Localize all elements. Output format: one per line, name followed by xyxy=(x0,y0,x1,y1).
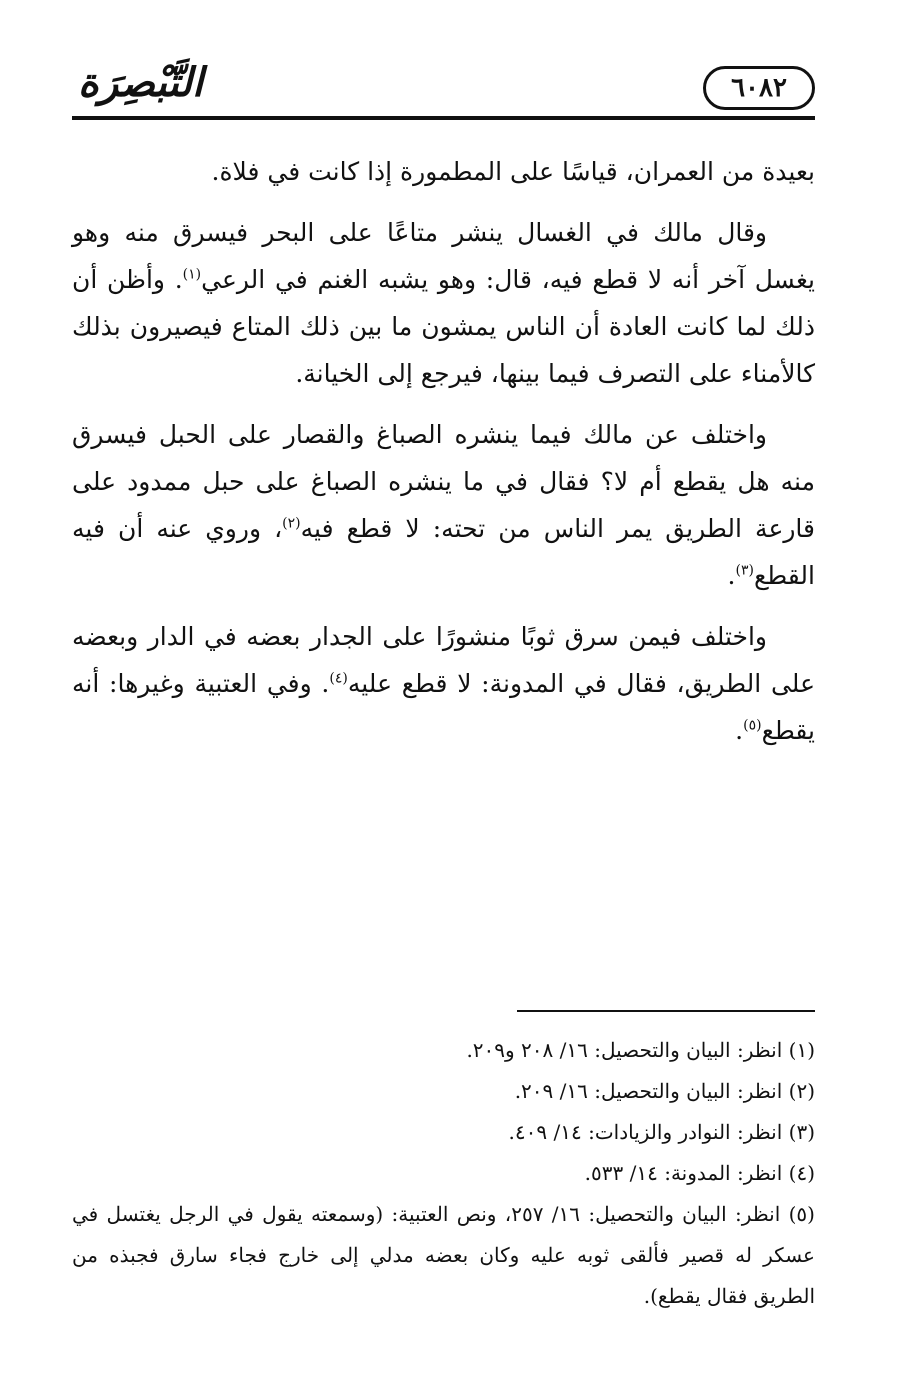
footnotes xyxy=(72,1030,815,1317)
text-segment: بعيدة من العمران، قياسًا على المطمورة إذا كانت في فلاة. xyxy=(211,157,815,186)
text-segment: . xyxy=(735,716,744,745)
footnote-ref: (٤) xyxy=(329,670,348,687)
footnote-ref: (٢) xyxy=(282,515,301,532)
footnote: (١) انظر: البيان والتحصيل: ١٦/ ٢٠٨ و٢٠٩. xyxy=(466,1038,815,1062)
paragraph xyxy=(72,148,815,195)
page-number-badge xyxy=(703,66,815,110)
footnote: (٥) انظر: البيان والتحصيل: ١٦/ ٢٥٧، ونص العتبية: (وسمعته يقول في الرجل يغتسل في عسكر له قصير فألقى ثوبه عليه وكان بعضه مدلي إلى خارج فجاء سارق فجبذه من الطريق فقال يقطع). xyxy=(72,1202,815,1308)
footnote-separator xyxy=(517,1010,815,1012)
page-number: ٦٠٨٢ xyxy=(731,73,787,103)
footnote: (٤) انظر: المدونة: ١٤/ ٥٣٣. xyxy=(584,1161,815,1185)
footnote: (٣) انظر: النوادر والزيادات: ١٤/ ٤٠٩. xyxy=(508,1120,815,1144)
text-segment: واختلف عن مالك فيما ينشره الصباغ والقصار على الحبل فيسرق منه هل يقطع أم لا؟ فقال في ما ينشره الصباغ على حبل ممدود على قارعة الطريق يمر الناس من تحته: لا قطع فيه xyxy=(72,420,815,543)
text-segment: ، وروي عنه أن فيه القطع xyxy=(72,514,815,590)
main-text xyxy=(72,148,815,768)
footnote: (٢) انظر: البيان والتحصيل: ١٦/ ٢٠٩. xyxy=(514,1079,815,1103)
footnote-ref: (٥) xyxy=(743,717,762,734)
text-segment: . وأظن أن ذلك لما كانت العادة أن الناس يمشون ما بين ذلك المتاع فيصيرون بذلك كالأمناء على التصرف فيما بينها، فيرجع إلى الخيانة. xyxy=(72,265,815,388)
footnote-ref: (٣) xyxy=(735,562,754,579)
book-title: التَّبْصِرَة xyxy=(78,58,204,106)
text-segment: . وفي العتبية وغيرها: أنه يقطع xyxy=(72,669,815,745)
page-header xyxy=(72,52,815,120)
paragraph xyxy=(72,411,815,599)
header-rule xyxy=(72,116,815,120)
text-segment: واختلف فيمن سرق ثوبًا منشورًا على الجدار بعضه في الدار وبعضه على الطريق، فقال في المدونة: لا قطع عليه xyxy=(72,622,815,698)
paragraph xyxy=(72,209,815,397)
text-segment: وقال مالك في الغسال ينشر متاعًا على البحر فيسرق منه وهو يغسل آخر أنه لا قطع فيه، قال: وهو يشبه الغنم في الرعي xyxy=(72,218,815,294)
text-segment: . xyxy=(727,561,736,590)
paragraph xyxy=(72,613,815,754)
footnote-ref: (١) xyxy=(182,266,202,283)
